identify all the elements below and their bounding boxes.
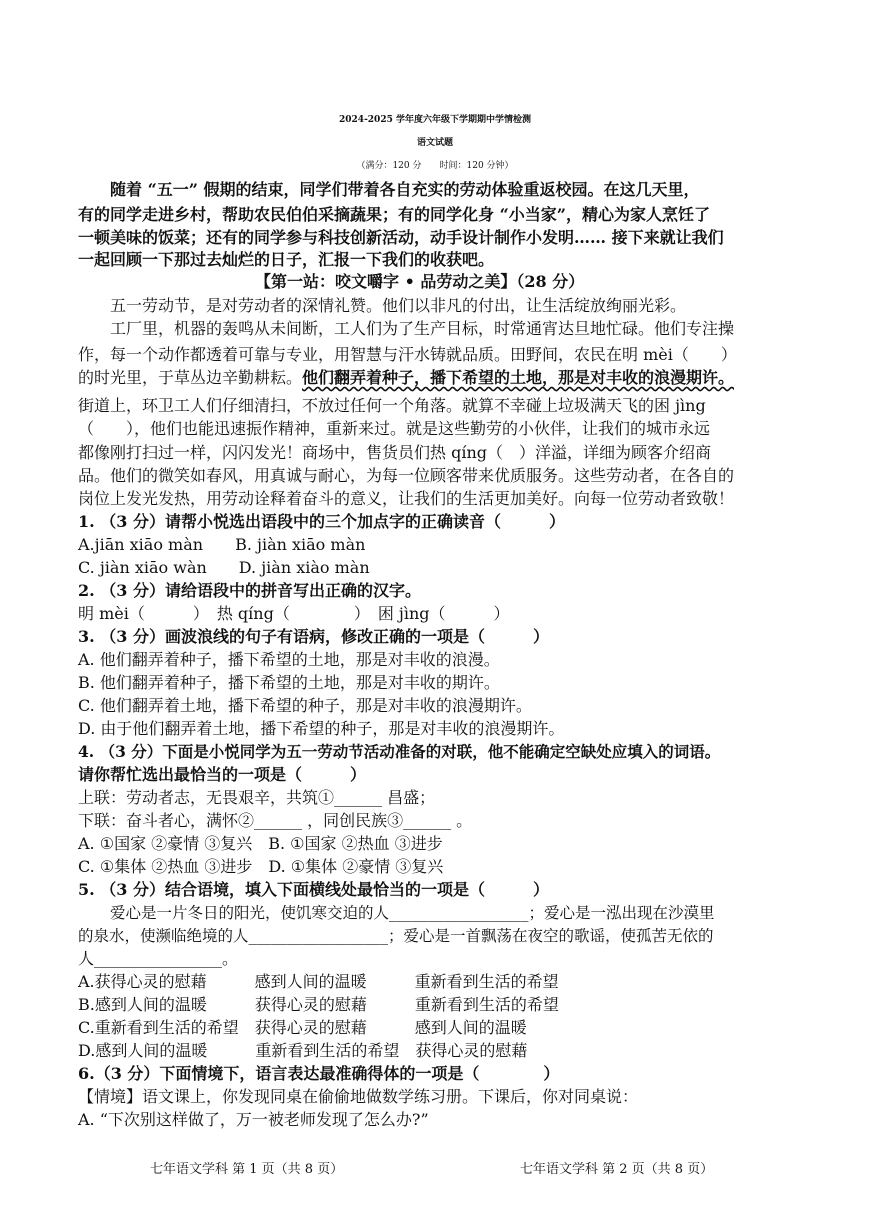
intro-line: 随着 “五一” 假期的结束，同学们带着各自充实的劳动体验重返校园。在这几天里， [110,180,700,199]
question-4-options: A. ①国家 ②豪情 ③复兴 B. ①国家 ②热血 ③进步 [78,834,443,853]
question-4-stem: 4. （3 分）下面是小悦同学为五一劳动节活动准备的对联，他不能确定空缺处应填入的词语。 [78,742,721,761]
question-1-options: A.jiān xiāo màn B. jiàn xiāo màn [78,535,366,554]
question-5-text: 人________________。 [78,949,239,968]
passage-line: 岗位上发光发热，用劳动诠释着奋斗的意义，让我们的生活更加美好。向每一位劳动者致敬！ [78,489,735,508]
question-2-stem: 2. （3 分）请给语段中的拼音写出正确的汉字。 [78,581,421,600]
exam-subtitle: 语文试题 [416,138,453,148]
question-3-stem: 3. （3 分）画波浪线的句子有语病，修改正确的一项是（ ） [78,627,549,646]
passage-text: 的时光里，于草丛边辛勤耕耘。 [78,368,303,387]
question-3-option-a: A. 他们翻弄着种子，播下希望的土地，那是对丰收的浪漫。 [78,650,500,669]
wavy-underlined-sentence: 他们翻弄着种子，播下希望的土地，那是对丰收的浪漫期许。 [302,368,735,387]
question-4-options: C. ①集体 ②热血 ③进步 D. ①集体 ②豪情 ③复兴 [78,857,444,876]
passage-line [78,368,734,388]
exam-title: 2024-2025 学年度六年级下学期期中学情检测 [339,115,531,125]
question-5-stem: 5. （3 分）结合语境，填入下面横线处最恰当的一项是（ ） [78,880,549,899]
passage-line: 都像刚打扫过一样，闪闪发光！商场中，售货员们热 qíng（ ）洋溢，详细为顾客介绍商 [78,443,711,462]
intro-line: 一顿美味的饭菜；还有的同学参与科技创新活动，动手设计制作小发明…… 接下来就让我们 [78,228,724,247]
intro-line: 有的同学走进乡村，帮助农民伯伯采摘蔬果；有的同学化身 “小当家”，精心为家人烹饪了 [78,205,710,224]
intro-line: 一起回顾一下那过去灿烂的日子，汇报一下我们的收获吧。 [78,250,495,269]
footer-page-left: 七年语文学科 第 1 页（共 8 页） [150,1162,344,1177]
passage-line: 工厂里，机器的轰鸣从未间断，工人们为了生产目标，时常通宵达旦地忙碌。他们专注操 [110,319,735,338]
question-1-options: C. jiàn xiāo wàn D. jiàn xiào màn [78,558,370,577]
footer-page-right: 七年语文学科 第 2 页（共 8 页） [520,1162,714,1177]
section-heading: 【第一站：咬文嚼字 • 品劳动之美】（28 分） [255,272,585,291]
question-3-option-c: C. 他们翻弄着土地，播下希望的种子，那是对丰收的浪漫期许。 [78,696,532,715]
question-5-option-d: D.感到人间的温暖 重新看到生活的希望 获得心灵的慰藉 [78,1041,528,1060]
question-6-stem: 6.（3 分）下面情境下，语言表达最准确得体的一项是（ ） [78,1064,560,1083]
passage-line: （ ），他们也能迅速振作精神，重新来过。就是这些勤劳的小伙伴，让我们的城市永远 [78,419,711,438]
question-5-option-a: A.获得心灵的慰藉 感到人间的温暖 重新看到生活的希望 [78,972,559,991]
question-5-text: 的泉水，使濒临绝境的人__________________；爱心是一首飘荡在夜空的歌谣，使孤苦无依的 [78,927,714,945]
question-3-option-b: B. 他们翻弄着种子，播下希望的土地，那是对丰收的期许。 [78,673,500,692]
passage-line: 街道上，环卫工人们仔细清扫，不放过任何一个角落。就算不幸碰上垃圾满天飞的困 jìng [78,396,706,415]
question-5-text: 爱心是一片冬日的阳光，使饥寒交迫的人__________________；爱心是一泓出现在沙漠里 [110,904,715,922]
passage-line: 作，每一个动作都透着可靠与专业，用智慧与汗水铸就品质。田野间，农民在明 mèi（ ） [78,345,737,364]
question-1-stem: 1. （3 分）请帮小悦选出语段中的三个加点字的正确读音（ ） [78,512,565,531]
passage-line: 五一劳动节，是对劳动者的深情礼赞。他们以非凡的付出，让生活绽放绚丽光彩。 [110,296,687,315]
question-4-stem: 请你帮忙选出最恰当的一项是（ ） [78,765,367,784]
couplet-upper: 上联：劳动者志，无畏艰辛，共筑①______ 昌盛； [78,788,436,807]
exam-meta: （满分：120 分 时间：120 分钟） [356,161,514,171]
couplet-lower: 下联：奋斗者心，满怀②______ ，同创民族③______ 。 [78,811,473,830]
question-5-option-b: B.感到人间的温暖 获得心灵的慰藉 重新看到生活的希望 [78,995,559,1014]
question-5-option-c: C.重新看到生活的希望 获得心灵的慰藉 感到人间的温暖 [78,1018,527,1037]
passage-line: 品。他们的微笑如春风，用真诚与耐心，为每一位顾客带来优质服务。这些劳动者，在各自的 [78,466,735,485]
question-2-answers: 明 mèi（ ） 热 qíng（ ） 困 jìng（ ） [78,604,510,623]
question-6-context: 【情境】语文课上，你发现同桌在偷偷地做数学练习册。下课后，你对同桌说： [78,1087,639,1106]
question-6-option-a: A. “下次别这样做了，万一被老师发现了怎么办?” [78,1110,429,1129]
question-3-option-d: D. 由于他们翻弄着土地，播下希望的种子，那是对丰收的浪漫期许。 [78,719,565,738]
